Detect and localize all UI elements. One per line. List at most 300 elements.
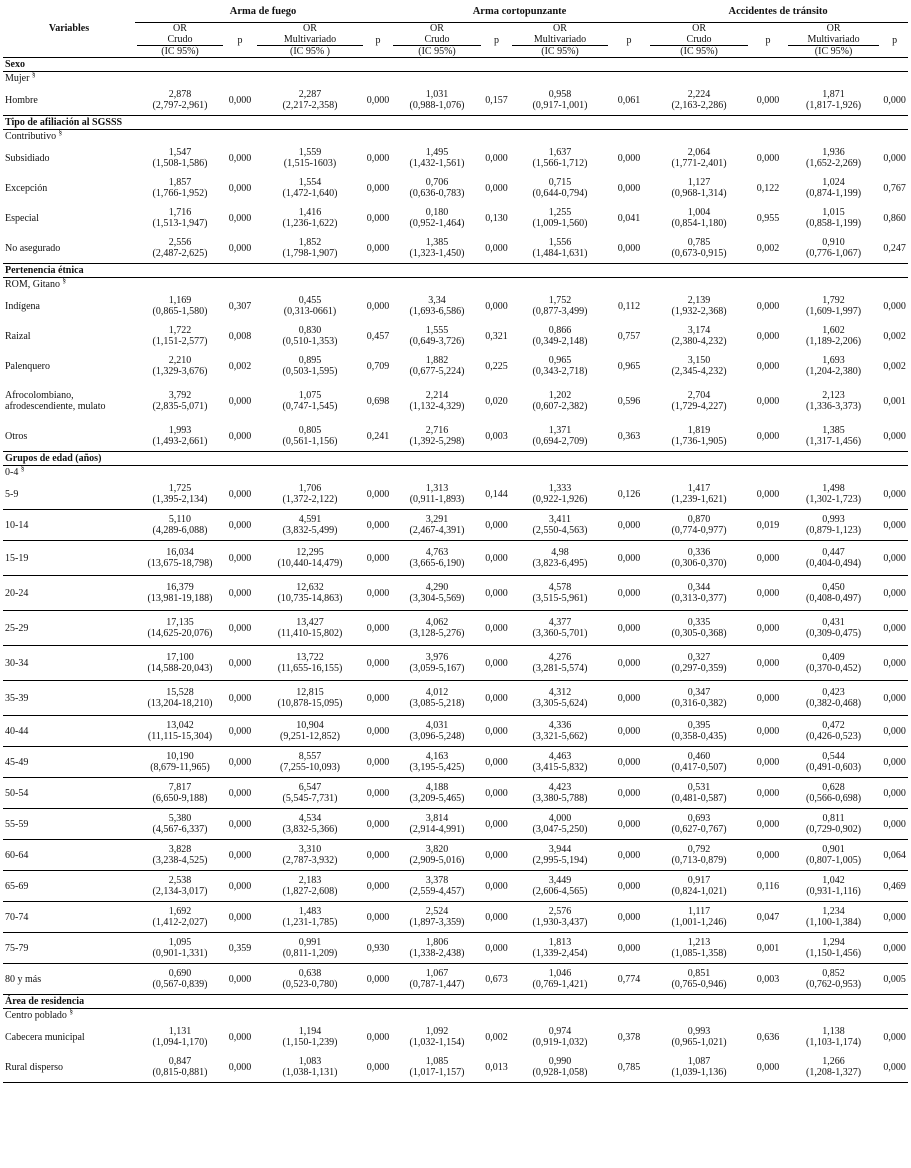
or-value: 0,344	[687, 582, 711, 593]
or-cell	[135, 143, 225, 173]
p-value: 0,000	[883, 94, 906, 106]
ci-value: (3,281-5,574)	[532, 663, 588, 674]
row-label: 5-9	[5, 488, 19, 500]
or-value: 4,423	[548, 782, 572, 793]
or-value: 2,139	[687, 295, 711, 306]
or-value: 3,34	[428, 295, 446, 306]
p-value: 0,000	[756, 360, 780, 372]
p-value: 0,000	[610, 716, 648, 747]
p-value: 0,225	[485, 360, 508, 372]
or-value: 1,498	[822, 483, 845, 494]
ci-value: (0,382-0,468)	[806, 698, 862, 709]
p-value: 0,000	[617, 182, 641, 194]
or-cell	[648, 716, 750, 747]
or-value: 1,085	[425, 1056, 449, 1067]
p-value: 0,000	[365, 747, 391, 778]
or-cell	[391, 233, 483, 264]
or-cell	[786, 933, 881, 964]
reference-row	[3, 130, 908, 144]
or-cell	[391, 576, 483, 611]
row-label: 65-69	[3, 871, 135, 902]
or-cell	[391, 933, 483, 964]
p-value: 0,000	[617, 152, 641, 164]
or-cell	[510, 611, 610, 646]
p-value: 0,000	[750, 611, 786, 646]
group-header-firearm: Arma de fuego	[135, 0, 391, 23]
row-label: 80 y más	[3, 964, 135, 995]
p-value: 0,860	[883, 212, 906, 224]
table-row	[3, 291, 908, 321]
or-cell	[786, 510, 881, 541]
or-header-line2: Multivariado	[533, 34, 587, 45]
ci-value: (1,930-3,437)	[532, 917, 588, 928]
or-cell	[391, 351, 483, 381]
or-cell	[255, 964, 365, 995]
table-row	[3, 681, 908, 716]
ci-value: (1,150-1,456)	[806, 948, 862, 959]
or-value: 0,335	[687, 617, 711, 628]
ci-value: (1,515-1603)	[283, 158, 337, 169]
or-cell	[786, 421, 881, 452]
p-value: 0,000	[883, 300, 906, 312]
or-cell	[786, 902, 881, 933]
ci-value: (2,163-2,286)	[671, 100, 727, 111]
or-cell	[648, 510, 750, 541]
or-value: 1,495	[425, 147, 449, 158]
p-value: 0,000	[228, 212, 252, 224]
or-value: 1,417	[687, 483, 711, 494]
or-value: 1,602	[822, 325, 845, 336]
or-cell	[510, 681, 610, 716]
or-cell	[510, 479, 610, 510]
or-cell	[255, 381, 365, 421]
ci-value: (2,134-3,017)	[152, 886, 208, 897]
p-value: 0,000	[366, 242, 390, 254]
p-value: 0,000	[365, 902, 391, 933]
ci-value: (0,901-1,331)	[152, 948, 208, 959]
p-value: 0,000	[610, 510, 648, 541]
ci-value: (0,523-0,780)	[282, 979, 338, 990]
or-cell	[648, 611, 750, 646]
row-label: Excepción	[5, 182, 48, 194]
or-cell	[510, 809, 610, 840]
p-value: 0,000	[366, 182, 390, 194]
p-value: 0,000	[483, 510, 510, 541]
row-label: 45-49	[3, 747, 135, 778]
p-value: 0,000	[756, 300, 780, 312]
ci-value: (1,472-1,640)	[282, 188, 338, 199]
p-value: 0,000	[366, 152, 390, 164]
p-value: 0,000	[365, 871, 391, 902]
or-cell	[135, 173, 225, 203]
ci-value: (2,606-4,565)	[532, 886, 588, 897]
row-label: 75-79	[3, 933, 135, 964]
ci-value: (3,415-5,832)	[532, 762, 588, 773]
or-cell	[391, 747, 483, 778]
ic-header: (IC 95% )	[257, 45, 363, 57]
or-value: 1,706	[298, 483, 322, 494]
or-value: 1,716	[168, 207, 192, 218]
ci-value: (0,931-1,116)	[806, 886, 861, 897]
or-cell	[255, 321, 365, 351]
ci-value: (11,115-15,304)	[147, 731, 213, 742]
or-value: 1,555	[425, 325, 449, 336]
ci-value: (3,305-5,624)	[532, 698, 588, 709]
p-value: 0,000	[617, 242, 641, 254]
or-value: 3,820	[425, 844, 449, 855]
ci-value: (1,484-1,631)	[532, 248, 588, 259]
ci-value: (0,607-2,382)	[532, 401, 588, 412]
or-value: 10,904	[296, 720, 324, 731]
or-cell	[135, 933, 225, 964]
p-value: 0,000	[756, 94, 780, 106]
or-value: 0,460	[687, 751, 711, 762]
table-row	[3, 143, 908, 173]
or-cell	[391, 778, 483, 809]
ci-value: (3,059-5,167)	[409, 663, 465, 674]
p-value: 0,000	[225, 871, 255, 902]
or-value: 1,127	[687, 177, 711, 188]
or-cell	[648, 143, 750, 173]
or-cell	[135, 321, 225, 351]
or-value: 1,213	[687, 937, 711, 948]
reference-label: Mujer	[5, 73, 30, 84]
or-value: 0,830	[298, 325, 322, 336]
or-cell	[135, 203, 225, 233]
or-value: 0,327	[687, 652, 711, 663]
reference-mark: §	[58, 128, 63, 137]
or-cell	[648, 233, 750, 264]
or-cell	[135, 964, 225, 995]
p-value: 0,000	[485, 300, 508, 312]
or-value: 3,449	[548, 875, 572, 886]
or-header-sharp-crude	[391, 23, 483, 58]
ci-value: (0,874-1,199)	[806, 188, 862, 199]
p-value: 0,000	[485, 152, 508, 164]
ci-value: (1,100-1,384)	[806, 917, 862, 928]
or-cell	[510, 203, 610, 233]
ci-value: (0,673-0,915)	[671, 248, 727, 259]
or-header-line2: Multivariado	[283, 34, 337, 45]
ci-value: (1,827-2,608)	[282, 886, 338, 897]
p-value: 0,002	[883, 360, 906, 372]
row-label: 40-44	[3, 716, 135, 747]
ci-value: (1,897-3,359)	[409, 917, 465, 928]
or-value: 3,976	[425, 652, 449, 663]
ci-value: (1,317-1,456)	[806, 436, 862, 447]
or-value: 0,628	[822, 782, 845, 793]
ci-value: (3,209-5,465)	[409, 793, 465, 804]
or-value: 0,852	[822, 968, 845, 979]
or-value: 1,333	[548, 483, 572, 494]
or-value: 0,990	[548, 1056, 572, 1067]
p-value: 0,000	[610, 778, 648, 809]
p-value: 0,000	[881, 576, 908, 611]
or-cell	[391, 479, 483, 510]
or-value: 2,716	[425, 425, 449, 436]
table-row	[3, 902, 908, 933]
or-value: 1,722	[168, 325, 192, 336]
p-value: 0,000	[750, 716, 786, 747]
p-value: 0,307	[228, 300, 252, 312]
or-value: 4,276	[548, 652, 572, 663]
or-value: 12,295	[296, 547, 324, 558]
p-value: 0,000	[225, 646, 255, 681]
or-value: 0,974	[548, 1026, 572, 1037]
row-label: 60-64	[3, 840, 135, 871]
or-cell	[510, 871, 610, 902]
row-label: Rural disperso	[3, 1052, 135, 1083]
p-value: 0,321	[485, 330, 508, 342]
or-cell	[648, 479, 750, 510]
row-label: Especial	[5, 212, 39, 224]
or-cell	[135, 479, 225, 510]
p-value: 0,000	[881, 809, 908, 840]
or-value: 1,015	[822, 207, 845, 218]
table-row	[3, 233, 908, 264]
or-value: 0,693	[687, 813, 711, 824]
reference-category	[3, 130, 908, 144]
table-row	[3, 871, 908, 902]
or-cell	[135, 778, 225, 809]
p-value: 0,930	[365, 933, 391, 964]
ci-value: (1,729-4,227)	[671, 401, 727, 412]
or-cell	[786, 809, 881, 840]
ci-value: (14,588-20,043)	[147, 663, 213, 674]
or-value: 0,993	[687, 1026, 711, 1037]
ci-value: (1,236-1,622)	[282, 218, 338, 229]
or-cell	[648, 681, 750, 716]
or-cell	[648, 840, 750, 871]
reference-category	[3, 1009, 908, 1023]
p-value: 0,000	[483, 747, 510, 778]
or-cell	[648, 85, 750, 116]
or-value: 1,547	[168, 147, 192, 158]
p-value: 0,359	[225, 933, 255, 964]
or-value: 1,371	[548, 425, 572, 436]
ci-value: (1,208-1,327)	[806, 1067, 862, 1078]
or-value: 2,524	[425, 906, 449, 917]
table-row	[3, 840, 908, 871]
p-value: 0,965	[617, 360, 641, 372]
or-value: 3,310	[298, 844, 322, 855]
p-value: 0,636	[756, 1031, 780, 1043]
or-value: 7,817	[168, 782, 192, 793]
or-cell	[255, 143, 365, 173]
ci-value: (4,567-6,337)	[152, 824, 208, 835]
p-value: 0,000	[881, 747, 908, 778]
ci-value: (1,932-2,368)	[671, 306, 727, 317]
table-row	[3, 747, 908, 778]
or-cell	[510, 143, 610, 173]
table-row	[3, 809, 908, 840]
or-cell	[648, 809, 750, 840]
or-cell	[255, 809, 365, 840]
ci-value: (0,566-0,698)	[806, 793, 862, 804]
or-value: 1,031	[425, 89, 449, 100]
ci-value: (0,349-2,148)	[532, 336, 588, 347]
ci-value: (2,217-2,358)	[282, 100, 338, 111]
ci-value: (0,747-1,545)	[282, 401, 338, 412]
section-title: Tipo de afiliación al SGSSS	[3, 116, 908, 130]
or-cell	[648, 421, 750, 452]
ci-value: (2,559-4,457)	[409, 886, 465, 897]
or-header-line1: OR	[173, 23, 187, 34]
or-value: 1,266	[822, 1056, 845, 1067]
p-value: 0,469	[881, 871, 908, 902]
or-cell	[510, 351, 610, 381]
p-value: 0,000	[228, 242, 252, 254]
ci-value: (9,251-12,852)	[280, 731, 340, 742]
ci-value: (1,508-1,586)	[152, 158, 208, 169]
p-value: 0,144	[485, 488, 508, 500]
p-value: 0,363	[617, 430, 641, 442]
or-header-firearm-multi	[255, 23, 365, 58]
p-value: 0,000	[225, 1052, 255, 1083]
or-value: 3,378	[425, 875, 449, 886]
or-value: 0,792	[687, 844, 711, 855]
table-row	[3, 203, 908, 233]
p-value: 0,000	[881, 778, 908, 809]
ci-value: (3,096-5,248)	[409, 731, 465, 742]
p-value: 0,000	[228, 152, 252, 164]
or-value: 0,851	[687, 968, 711, 979]
ci-value: (0,426-0,523)	[806, 731, 862, 742]
or-cell	[786, 351, 881, 381]
p-value: 0,000	[750, 576, 786, 611]
or-cell	[510, 421, 610, 452]
ci-value: (0,316-0,382)	[671, 698, 727, 709]
or-value: 0,785	[687, 237, 711, 248]
or-value: 1,202	[548, 390, 572, 401]
or-value: 4,290	[425, 582, 449, 593]
p-value: 0,000	[483, 681, 510, 716]
ci-value: (0,417-0,507)	[671, 762, 727, 773]
ci-value: (1,323-1,450)	[409, 248, 465, 259]
ci-value: (8,679-11,965)	[150, 762, 210, 773]
p-value: 0,064	[881, 840, 908, 871]
p-value: 0,457	[366, 330, 390, 342]
p-value: 0,767	[883, 182, 906, 194]
ci-value: (13,675-18,798)	[147, 558, 213, 569]
or-value: 0,958	[548, 89, 572, 100]
or-cell	[786, 716, 881, 747]
row-label: Cabecera municipal	[5, 1031, 85, 1043]
p-header: p	[365, 23, 391, 58]
table-row	[3, 85, 908, 116]
or-cell	[648, 933, 750, 964]
ci-value: (3,195-5,425)	[409, 762, 465, 773]
or-cell	[510, 1052, 610, 1083]
p-value: 0,000	[610, 611, 648, 646]
p-value: 0,002	[485, 1031, 508, 1043]
or-cell	[255, 902, 365, 933]
or-cell	[510, 840, 610, 871]
or-cell	[135, 681, 225, 716]
or-cell	[648, 321, 750, 351]
ci-value: (0,879-1,123)	[806, 525, 862, 536]
p-value: 0,000	[750, 840, 786, 871]
or-cell	[391, 902, 483, 933]
or-value: 3,814	[425, 813, 449, 824]
p-value: 0,001	[883, 395, 906, 407]
or-header-traffic-crude	[648, 23, 750, 58]
or-value: 8,557	[298, 751, 322, 762]
or-value: 1,416	[298, 207, 322, 218]
ci-value: (0,919-1,032)	[532, 1037, 588, 1048]
p-value: 0,000	[483, 902, 510, 933]
row-label: Indígena	[5, 300, 40, 312]
or-value: 4,000	[548, 813, 572, 824]
p-value: 0,000	[610, 576, 648, 611]
or-cell	[255, 351, 365, 381]
p-value: 0,000	[881, 611, 908, 646]
or-cell	[786, 611, 881, 646]
or-header-line1: OR	[826, 23, 841, 34]
p-value: 0,000	[225, 510, 255, 541]
or-cell	[786, 541, 881, 576]
reference-mark: §	[31, 70, 36, 79]
or-value: 15,528	[166, 687, 194, 698]
or-value: 1,637	[548, 147, 572, 158]
row-label: 55-59	[3, 809, 135, 840]
table-row	[3, 173, 908, 203]
ci-value: (2,380-4,232)	[671, 336, 727, 347]
p-value: 0,000	[610, 871, 648, 902]
ci-value: (2,345-4,232)	[671, 366, 727, 377]
p-value: 0,000	[225, 902, 255, 933]
table-row	[3, 646, 908, 681]
or-cell	[786, 233, 881, 264]
or-value: 2,287	[298, 89, 322, 100]
ci-value: (0,503-1,595)	[282, 366, 338, 377]
or-cell	[786, 291, 881, 321]
or-cell	[391, 646, 483, 681]
or-value: 0,472	[822, 720, 845, 731]
or-cell	[391, 716, 483, 747]
or-value: 1,813	[548, 937, 572, 948]
or-value: 4,591	[298, 514, 322, 525]
or-value: 1,693	[822, 355, 845, 366]
p-value: 0,000	[750, 541, 786, 576]
p-value: 0,002	[756, 242, 780, 254]
ci-value: (0,358-0,435)	[671, 731, 727, 742]
p-value: 0,709	[366, 360, 390, 372]
p-value: 0,000	[483, 541, 510, 576]
or-value: 4,031	[425, 720, 449, 731]
p-value: 0,019	[750, 510, 786, 541]
ci-value: (3,238-4,525)	[152, 855, 208, 866]
ci-value: (1,513-1,947)	[152, 218, 208, 229]
p-value: 0,000	[750, 1052, 786, 1083]
table-row	[3, 321, 908, 351]
p-value: 0,000	[883, 430, 906, 442]
section-title: Área de residencia	[3, 995, 908, 1009]
or-cell	[648, 173, 750, 203]
ci-value: (0,769-1,421)	[532, 979, 588, 990]
or-value: 1,556	[548, 237, 572, 248]
ci-value: (3,047-5,250)	[532, 824, 588, 835]
p-value: 0,000	[365, 646, 391, 681]
or-cell	[255, 510, 365, 541]
ci-value: (1,766-1,952)	[152, 188, 208, 199]
or-cell	[391, 203, 483, 233]
or-header-line2: Crudo	[686, 34, 712, 45]
or-cell	[648, 576, 750, 611]
or-value: 1,819	[687, 425, 711, 436]
ci-value: (1,339-2,454)	[532, 948, 588, 959]
ci-value: (2,909-5,016)	[409, 855, 465, 866]
